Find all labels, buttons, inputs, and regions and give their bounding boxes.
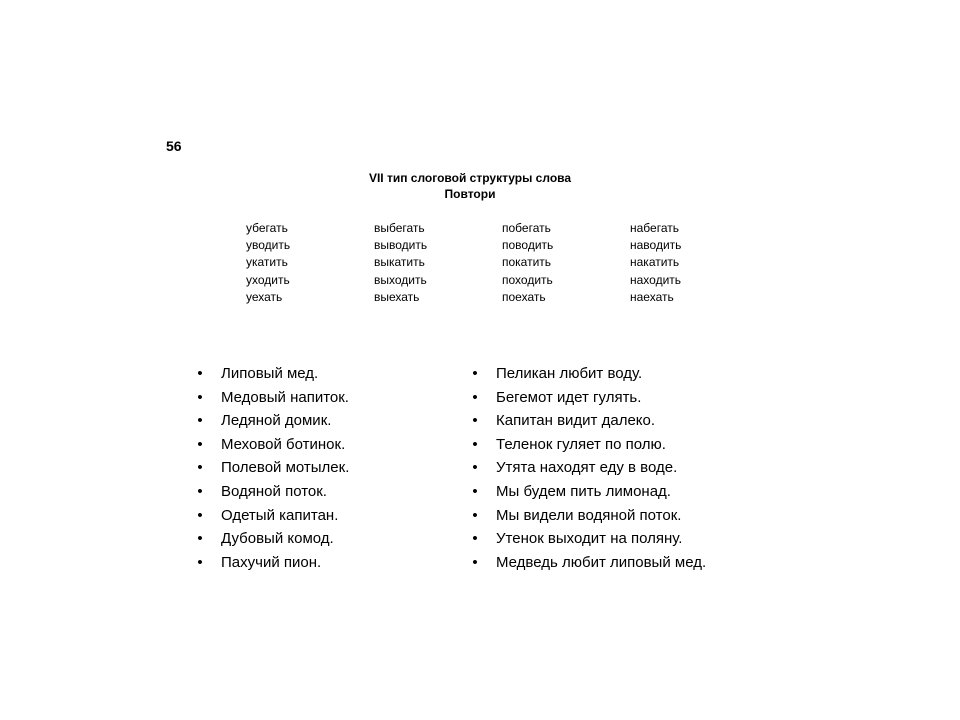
bullet-icon: • bbox=[197, 412, 203, 430]
phrase-text: Полевой мотылек. bbox=[221, 459, 350, 477]
bullet-icon: • bbox=[197, 435, 203, 453]
word-item: выходить bbox=[374, 272, 427, 287]
bullet-icon: • bbox=[472, 412, 478, 430]
phrase-item bbox=[470, 504, 706, 528]
phrase-item bbox=[195, 409, 349, 433]
phrase-item bbox=[470, 386, 706, 410]
word-item: набегать bbox=[630, 221, 679, 235]
word-column bbox=[502, 220, 622, 306]
bullet-icon: • bbox=[472, 435, 478, 453]
bullet-icon: • bbox=[197, 459, 203, 477]
phrase-item bbox=[195, 480, 349, 504]
phrase-text: Медведь любит липовый мед. bbox=[496, 553, 707, 571]
phrase-item bbox=[195, 386, 349, 410]
phrase-text: Медовый напиток. bbox=[221, 388, 349, 406]
heading-instruction: Повтори bbox=[444, 187, 496, 201]
bullet-icon: • bbox=[197, 388, 203, 406]
page-number: 56 bbox=[166, 138, 182, 154]
bullet-icon: • bbox=[472, 530, 478, 548]
word-item: покатить bbox=[502, 255, 552, 270]
phrase-item bbox=[470, 362, 706, 386]
word-item: походить bbox=[502, 272, 553, 287]
phrase-item bbox=[195, 456, 349, 480]
bullet-icon: • bbox=[197, 553, 203, 571]
phrase-text: Пеликан любит воду. bbox=[496, 365, 643, 382]
word-item: поводить bbox=[502, 238, 554, 253]
phrase-item bbox=[195, 433, 349, 457]
phrase-item bbox=[470, 409, 706, 433]
phrase-item bbox=[470, 551, 706, 575]
heading-block bbox=[0, 170, 940, 202]
phrase-text: Липовый мед. bbox=[221, 365, 319, 382]
bullet-icon: • bbox=[472, 553, 478, 571]
word-item: наехать bbox=[630, 289, 674, 304]
word-item: уходить bbox=[246, 272, 290, 287]
phrase-text: Бегемот идет гулять. bbox=[496, 388, 642, 406]
word-item: выкатить bbox=[374, 255, 425, 270]
phrase-text: Утята находят еду в воде. bbox=[496, 459, 678, 477]
phrase-text: Мы будем пить лимонад. bbox=[496, 482, 671, 500]
word-column bbox=[630, 220, 750, 306]
phrase-text: Теленок гуляет по полю. bbox=[496, 435, 666, 453]
heading-title: VII тип слоговой структуры слова bbox=[368, 171, 572, 185]
bullet-icon: • bbox=[472, 388, 478, 406]
bullet-icon: • bbox=[197, 530, 203, 548]
phrase-text: Ледяной домик. bbox=[221, 412, 332, 430]
phrase-text: Мы видели водяной поток. bbox=[496, 506, 682, 524]
bullet-icon: • bbox=[197, 365, 203, 382]
word-column bbox=[246, 220, 366, 306]
phrase-text: Водяной поток. bbox=[221, 482, 327, 500]
bullet-icon: • bbox=[197, 482, 203, 500]
word-item: побегать bbox=[502, 221, 551, 235]
word-item: находить bbox=[630, 272, 682, 287]
bullet-icon: • bbox=[472, 506, 478, 524]
phrase-text: Одетый капитан. bbox=[221, 506, 339, 524]
phrase-text: Дубовый комод. bbox=[221, 530, 334, 548]
word-item: уехать bbox=[246, 289, 283, 304]
phrase-text: Утенок выходит на поляну. bbox=[496, 530, 683, 548]
phrase-text: Пахучий пион. bbox=[221, 553, 322, 571]
phrase-item bbox=[195, 551, 349, 575]
bullet-icon: • bbox=[472, 365, 478, 382]
phrase-item bbox=[195, 527, 349, 551]
phrase-item bbox=[470, 456, 706, 480]
phrase-item bbox=[470, 527, 706, 551]
word-item: наводить bbox=[630, 238, 682, 253]
phrase-list-left bbox=[195, 362, 349, 574]
word-item: выехать bbox=[374, 289, 420, 304]
word-item: укатить bbox=[246, 255, 288, 270]
word-item: выбегать bbox=[374, 221, 425, 235]
bullet-icon: • bbox=[472, 482, 478, 500]
word-item: уводить bbox=[246, 238, 291, 253]
phrase-item bbox=[470, 480, 706, 504]
word-item: убегать bbox=[246, 221, 288, 235]
word-item: накатить bbox=[630, 255, 680, 270]
word-column bbox=[374, 220, 494, 306]
bullet-icon: • bbox=[197, 506, 203, 524]
phrase-text: Капитан видит далеко. bbox=[496, 412, 656, 430]
bullet-icon: • bbox=[472, 459, 478, 477]
phrase-list-right bbox=[470, 362, 706, 574]
phrase-item bbox=[195, 362, 349, 386]
phrase-item bbox=[195, 504, 349, 528]
word-item: поехать bbox=[502, 289, 546, 304]
word-item: выводить bbox=[374, 238, 428, 253]
phrase-text: Меховой ботинок. bbox=[221, 435, 346, 453]
phrase-item bbox=[470, 433, 706, 457]
